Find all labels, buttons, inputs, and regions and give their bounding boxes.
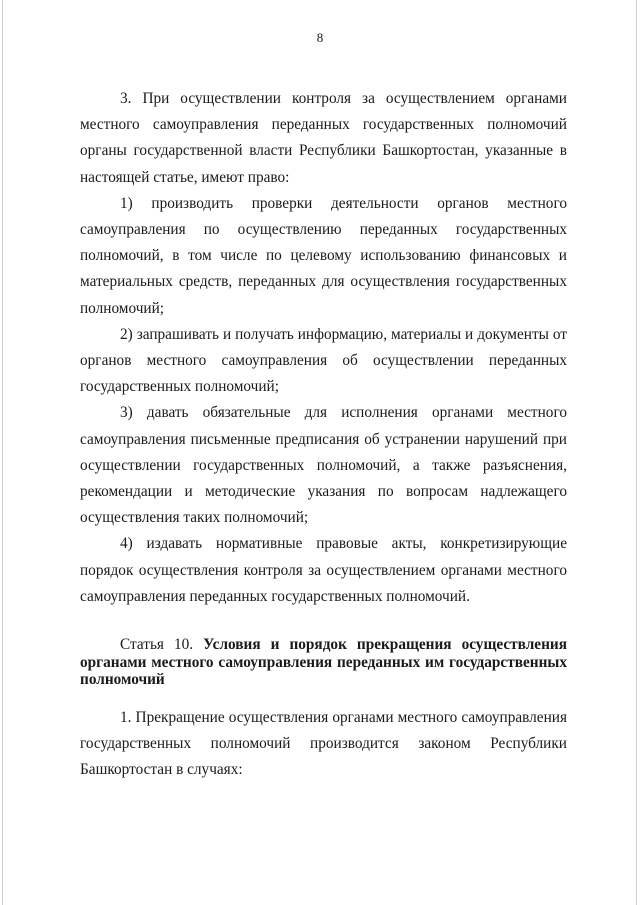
article-label: Статья 10. xyxy=(120,636,194,654)
article-heading xyxy=(80,636,567,689)
article-title: Условия и порядок прекращения осуществления органами местного самоуправления переданных им государственных полномочий xyxy=(80,636,567,689)
page-number: 8 xyxy=(316,30,324,45)
paragraph-item-3: 3) давать обязательные для исполнения органами местного самоуправления письменные предписания об устранении нарушений при осуществлении государственных полномочий, а также разъяснения, рекомендации и методические указания по вопросам надлежащего осуществления таких полномочий; xyxy=(80,404,567,527)
paragraph-article-1: 1. Прекращение осуществления органами местного самоуправления государственных полномочий производится законом Республики Башкортостан в случаях: xyxy=(80,708,567,778)
document-body xyxy=(80,86,567,783)
paragraph-item-4: 4) издавать нормативные правовые акты, конкретизирующие порядок осуществления контроля за осуществлением органами местного самоуправления переданных государственных полномочий. xyxy=(80,535,567,605)
paragraph-item-2: 2) запрашивать и получать информацию, материалы и документы от органов местного самоуправления об осуществлении переданных государственных полномочий; xyxy=(80,325,567,396)
paragraph-control-rights: 3. При осуществлении контроля за осуществлением органами местного самоуправления переданных государственных полномочий органы государственной власти Республики Башкортостан, указанные в настоящей статье, имеют право: xyxy=(80,90,567,186)
scan-edge-right xyxy=(636,0,637,905)
paragraph-item-1: 1) производить проверки деятельности органов местного самоуправления по осуществлению переданных государственных полномочий, в том числе по целевому использованию финансовых и материальных средств, переданных для осуществления государственных полномочий; xyxy=(80,194,567,317)
scan-edge-left xyxy=(2,0,3,905)
